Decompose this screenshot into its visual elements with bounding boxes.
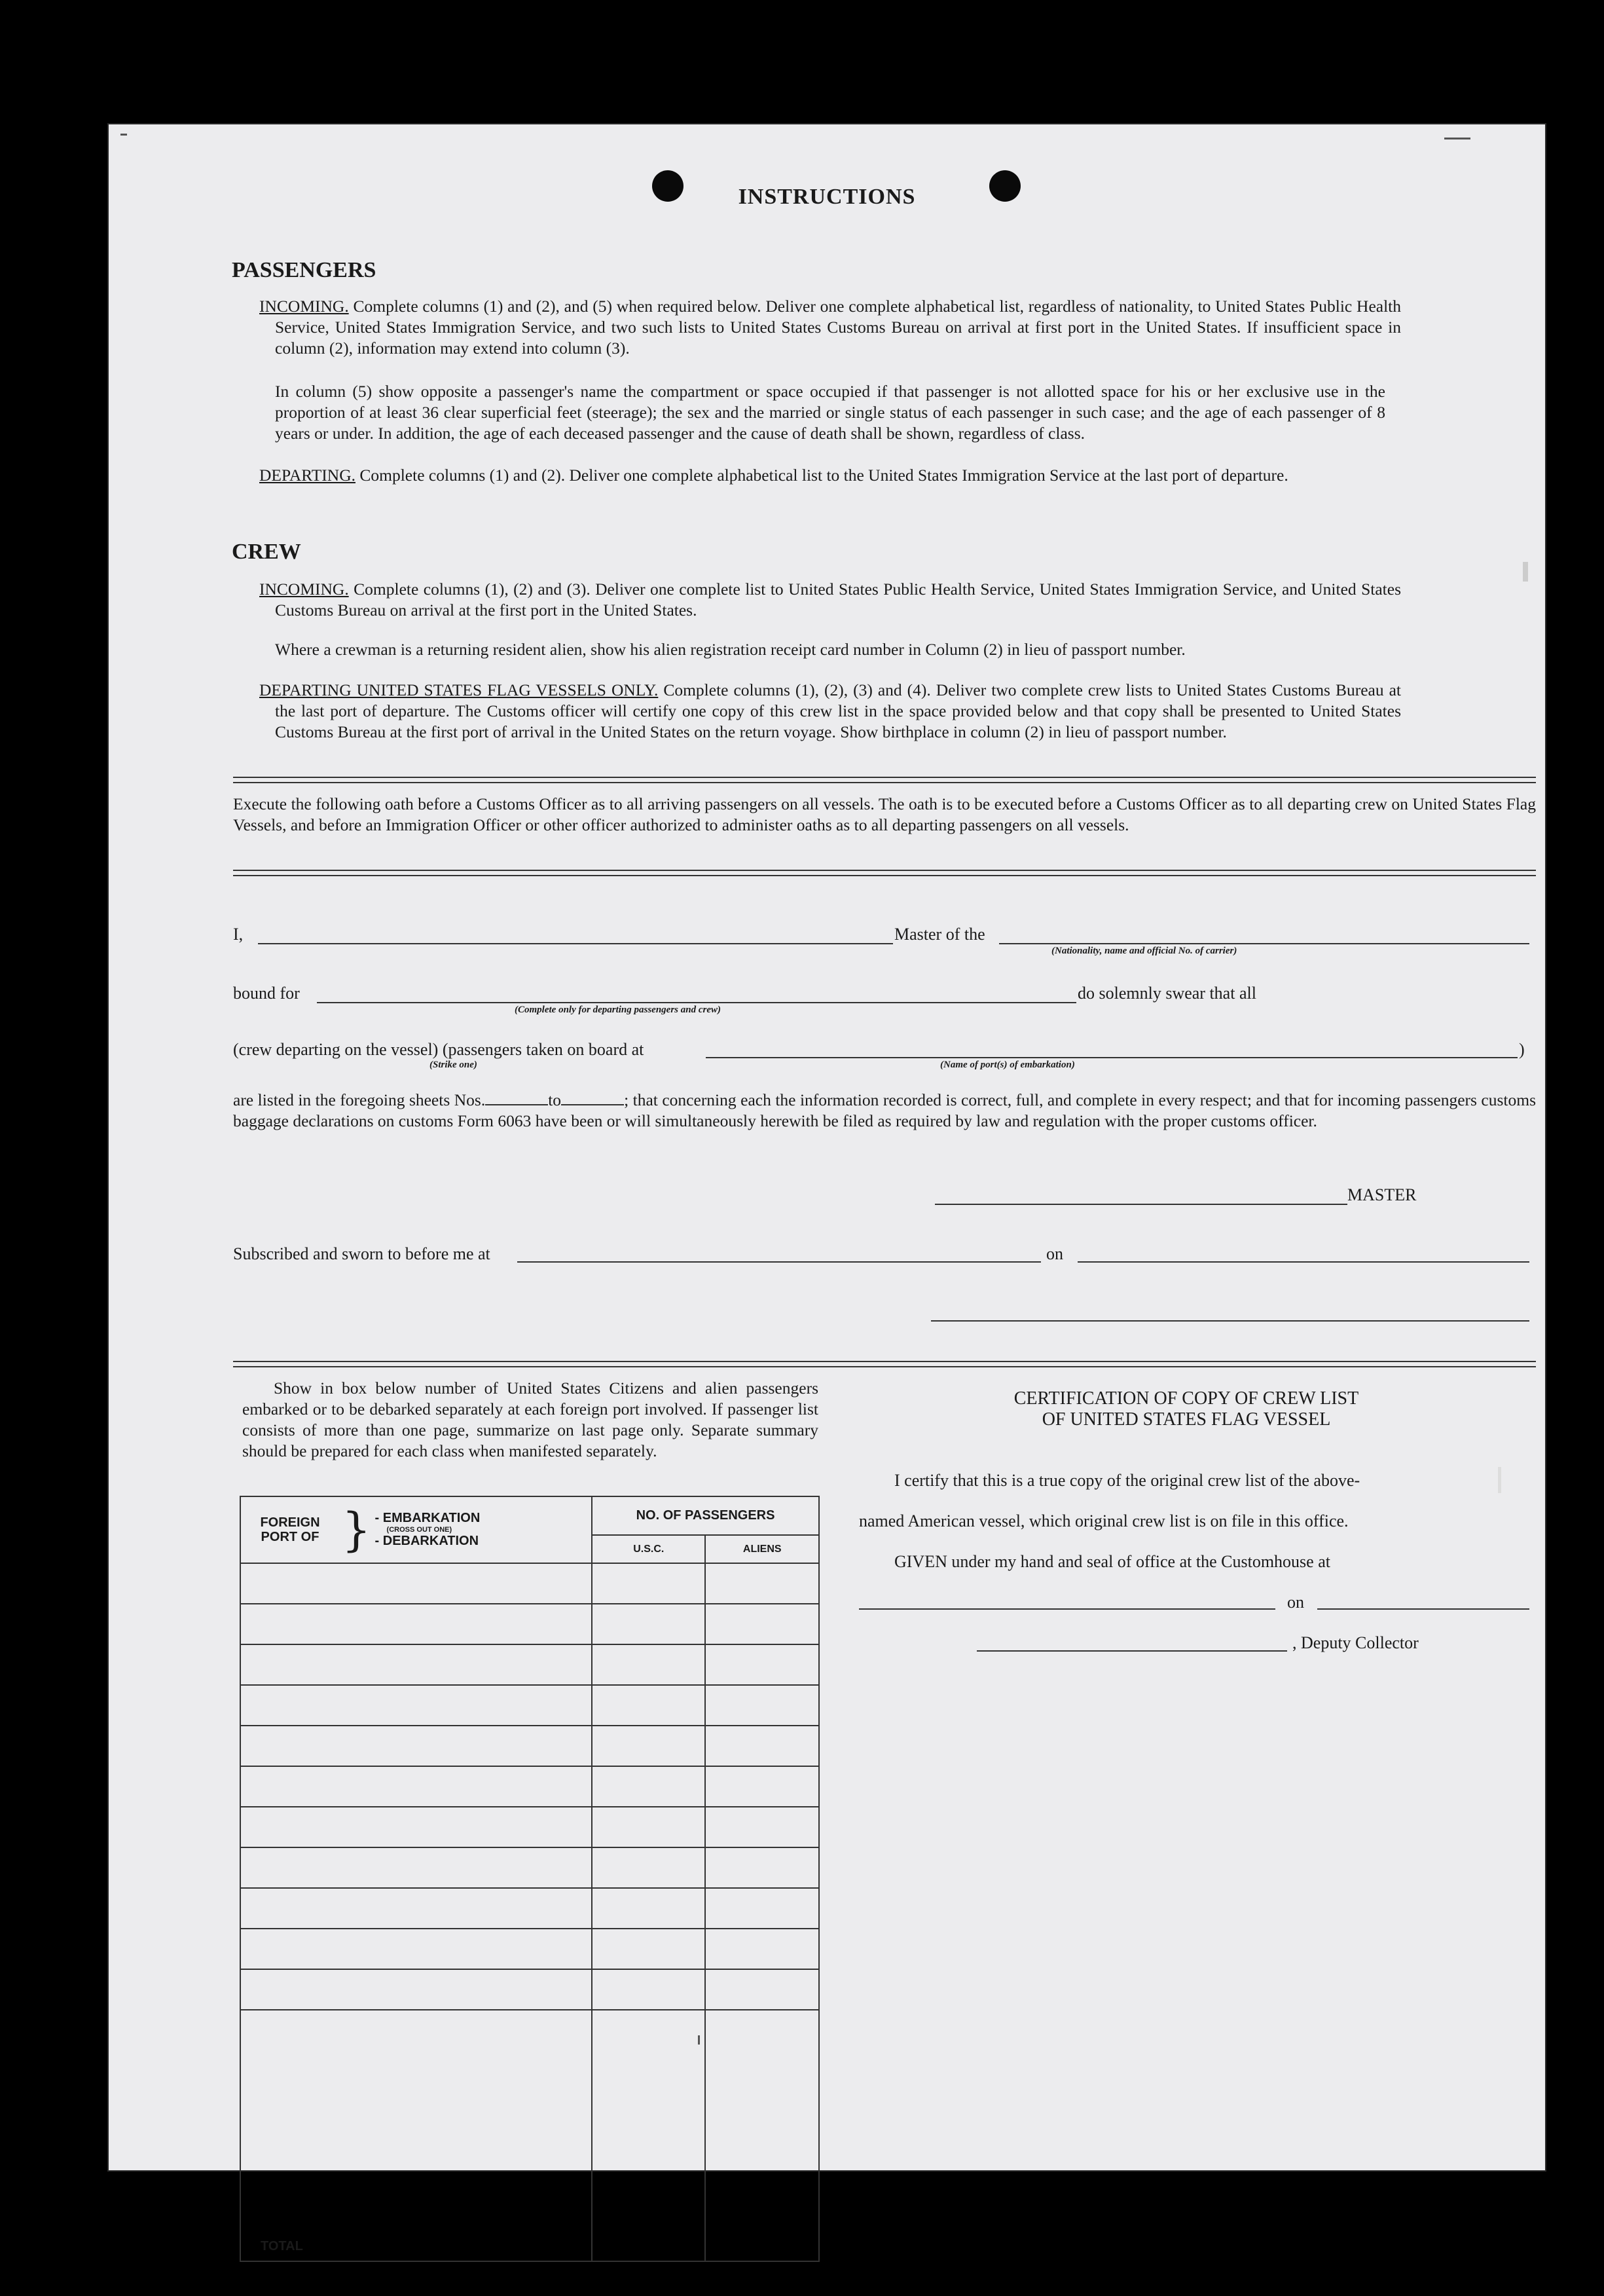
- aliens-cell[interactable]: [705, 1847, 819, 1888]
- deputy-collector-label: , Deputy Collector: [1292, 1633, 1419, 1652]
- edge-mark: [1498, 1467, 1501, 1493]
- sworn-at-field[interactable]: [517, 1261, 1041, 1263]
- form-sheet: [109, 124, 1545, 2253]
- port-cell[interactable]: [240, 1847, 592, 1888]
- embarkation-label: - EMBARKATION: [374, 1511, 481, 1525]
- summary-instruction: Show in box below number of United States Citizens and alien passengers embarked or to be debarked separately at each foreign port involved. If passenger list consists of more than one page, summarize on last page only. Separate summary should be prepared for each class when manifested separately.: [242, 1379, 818, 1460]
- aliens-cell[interactable]: [705, 1969, 819, 2010]
- to-label: to: [548, 1090, 562, 1109]
- aliens-cell[interactable]: [705, 1807, 819, 1847]
- aliens-header: ALIENS: [705, 1535, 819, 1563]
- passengers-incoming-lead: INCOMING.: [259, 297, 349, 316]
- close-paren: ): [1519, 1040, 1525, 1059]
- crew-resident-paragraph: Where a crewman is a returning resident alien, show his alien registration receipt card number in Column (2) in lieu of passport number.: [275, 640, 1186, 659]
- passenger-summary-table: [240, 1496, 820, 2262]
- given-text: GIVEN under my hand and seal of office at the Customhouse at: [894, 1552, 1330, 1571]
- strike-one-caption: (Strike one): [429, 1060, 477, 1070]
- cert-date-field[interactable]: [1317, 1608, 1529, 1610]
- crew-incoming-paragraph: [259, 579, 1401, 621]
- passengers-departing-lead: DEPARTING.: [259, 466, 355, 485]
- usc-cell[interactable]: [592, 1604, 705, 1644]
- usc-cell[interactable]: [592, 1929, 705, 1969]
- passengers-column5-paragraph: In column (5) show opposite a passenger's name the compartment or space occupied if that passenger is not allotted space for his or her exclusive use in the proportion of at least 36 clear superficial feet (steerage); the sex and the married or single status of each passenger in such case; and the age of each passenger of 8 years or under. In addition, the age of each deceased passenger and the cause of death shall be shown, regardless of class.: [275, 382, 1385, 443]
- aliens-cell[interactable]: [705, 1644, 819, 1685]
- crew-departing-paragraph: [259, 680, 1401, 743]
- certification-heading-line1: CERTIFICATION OF COPY OF CREW LIST: [1013, 1388, 1359, 1409]
- deputy-collector-signature-field[interactable]: [977, 1650, 1287, 1652]
- sworn-date-field[interactable]: [1078, 1261, 1529, 1263]
- passengers-heading: PASSENGERS: [232, 258, 376, 282]
- usc-cell[interactable]: [592, 1726, 705, 1766]
- no-of-passengers-header: NO. OF PASSENGERS: [592, 1496, 819, 1535]
- usc-cell[interactable]: [592, 1847, 705, 1888]
- page-title: INSTRUCTIONS: [738, 185, 916, 209]
- aliens-cell[interactable]: [705, 1888, 819, 1929]
- total-label: TOTAL: [240, 2010, 592, 2261]
- crew-heading: CREW: [232, 540, 301, 564]
- certify-line1: I certify that this is a true copy of the original crew list of the above-: [894, 1471, 1360, 1490]
- certification-heading-line2: OF UNITED STATES FLAG VESSEL: [1042, 1409, 1331, 1430]
- cross-out-label: (CROSS OUT ONE): [386, 1526, 452, 1534]
- port-cell[interactable]: [240, 1929, 592, 1969]
- foreign-port-header: [240, 1496, 592, 1563]
- scan-mark: [1444, 138, 1470, 139]
- port-cell[interactable]: [240, 1888, 592, 1929]
- listed-prefix: are listed in the foregoing sheets Nos.: [233, 1090, 486, 1109]
- aliens-cell[interactable]: [705, 1726, 819, 1766]
- oath-instruction: Execute the following oath before a Customs Officer as to all arriving passengers on all vessels. The oath is to be executed before a Customs Officer as to all departing crew on United States Flag Vessels, and before an Immigration Officer or other officer authorized to administer oaths as to all departing passengers on all vessels.: [233, 794, 1536, 834]
- usc-cell[interactable]: [592, 1888, 705, 1929]
- brace-symbol: }: [342, 1503, 371, 1557]
- crew-incoming-text: Complete columns (1), (2) and (3). Deliver one complete list to United States Public Health Service, United States Immigration Service, and United States Customs Bureau on arrival at the first port in the United States.: [275, 580, 1402, 620]
- master-of-the-label: Master of the: [894, 925, 985, 944]
- certify-line2: named American vessel, which original crew list is on file in this office.: [859, 1511, 1349, 1530]
- master-name-field[interactable]: [258, 943, 893, 944]
- ports-embarkation-field[interactable]: [706, 1057, 1518, 1058]
- carrier-field[interactable]: [999, 943, 1529, 944]
- master-signature-field[interactable]: [935, 1204, 1347, 1205]
- customhouse-field[interactable]: [859, 1608, 1275, 1610]
- port-cell[interactable]: [240, 1685, 592, 1726]
- certification-heading: [859, 1388, 1514, 1430]
- total-aliens-cell[interactable]: [705, 2010, 819, 2261]
- usc-cell[interactable]: [592, 1766, 705, 1807]
- oath-i-label: I,: [233, 925, 244, 944]
- port-cell[interactable]: [240, 1726, 592, 1766]
- sheet-from-field[interactable]: [485, 1104, 548, 1105]
- usc-cell[interactable]: [592, 1685, 705, 1726]
- usc-header: U.S.C.: [592, 1535, 705, 1563]
- bound-for-caption: (Complete only for departing passengers and crew): [515, 1005, 721, 1015]
- bound-for-field[interactable]: [317, 1002, 1076, 1003]
- subscribed-label: Subscribed and sworn to before me at: [233, 1244, 490, 1263]
- sworn-on-label: on: [1046, 1244, 1063, 1263]
- ports-caption: (Name of port(s) of embarkation): [940, 1060, 1075, 1070]
- port-cell[interactable]: [240, 1969, 592, 2010]
- listed-text: ; that concerning each the information recorded is correct, full, and complete in every respect; and that for incoming passengers customs baggage declarations on customs Form 6063 have been or will simultaneously herewith be filed as required by law and regulation with the proper customs officer.: [233, 1090, 1537, 1130]
- master-label: MASTER: [1347, 1185, 1417, 1204]
- edge-mark: [1523, 562, 1528, 582]
- officer-signature-field[interactable]: [931, 1320, 1529, 1322]
- usc-cell[interactable]: [592, 1969, 705, 2010]
- port-cell[interactable]: [240, 1807, 592, 1847]
- crew-departing-label: (crew departing on the vessel) (passengers taken on board at: [233, 1040, 644, 1059]
- passengers-incoming-text: Complete columns (1) and (2), and (5) when required below. Deliver one complete alphabetical list, regardless of nationality, to United States Public Health Service, United States Immigration Service, and two such lists to United States Customs Bureau on arrival at first port in the United States. If insufficient space in column (2), information may extend into column (3).: [275, 297, 1401, 358]
- scan-mark: [698, 2035, 700, 2045]
- usc-cell[interactable]: [592, 1807, 705, 1847]
- section-divider: [233, 777, 1536, 783]
- crew-departing-lead: DEPARTING UNITED STATES FLAG VESSELS ONLY.: [259, 680, 659, 699]
- listed-paragraph: [233, 1090, 1536, 1132]
- bound-for-label: bound for: [233, 984, 300, 1003]
- usc-cell[interactable]: [592, 1563, 705, 1604]
- aliens-cell[interactable]: [705, 1563, 819, 1604]
- carrier-caption: (Nationality, name and official No. of carrier): [1051, 946, 1237, 956]
- debarkation-label: - DEBARKATION: [374, 1534, 479, 1548]
- sheet-to-field[interactable]: [561, 1104, 624, 1105]
- aliens-cell[interactable]: [705, 1929, 819, 1969]
- crew-departing-text: Complete columns (1), (2), (3) and (4). Deliver two complete crew lists to United States Customs Bureau at the last port of departure. The Customs officer will certify one copy of this crew list in the space provided below and that copy shall be presented to United States Customs Bureau at the first port of arrival in the United States on the return voyage. Show birthplace in column (2) in lieu of passport number.: [275, 680, 1401, 741]
- aliens-cell[interactable]: [705, 1604, 819, 1644]
- port-cell[interactable]: [240, 1644, 592, 1685]
- aliens-cell[interactable]: [705, 1685, 819, 1726]
- cert-on-label: on: [1287, 1593, 1304, 1612]
- aliens-cell[interactable]: [705, 1766, 819, 1807]
- total-usc-cell[interactable]: [592, 2010, 705, 2261]
- bottom-divider: [233, 1361, 1536, 1367]
- passengers-departing-paragraph: [259, 465, 1401, 486]
- scan-mark: [120, 134, 127, 136]
- passengers-departing-text: Complete columns (1) and (2). Deliver one complete alphabetical list to the United States Immigration Service at the last port of departure.: [359, 466, 1288, 485]
- passengers-incoming-paragraph: [259, 296, 1401, 359]
- solemnly-swear-label: do solemnly swear that all: [1078, 984, 1256, 1003]
- crew-incoming-lead: INCOMING.: [259, 580, 349, 599]
- oath-divider: [233, 870, 1536, 876]
- port-cell[interactable]: [240, 1766, 592, 1807]
- port-cell[interactable]: [240, 1563, 592, 1604]
- foreign-port-label: FOREIGN PORT OF: [260, 1515, 320, 1544]
- port-cell[interactable]: [240, 1604, 592, 1644]
- usc-cell[interactable]: [592, 1644, 705, 1685]
